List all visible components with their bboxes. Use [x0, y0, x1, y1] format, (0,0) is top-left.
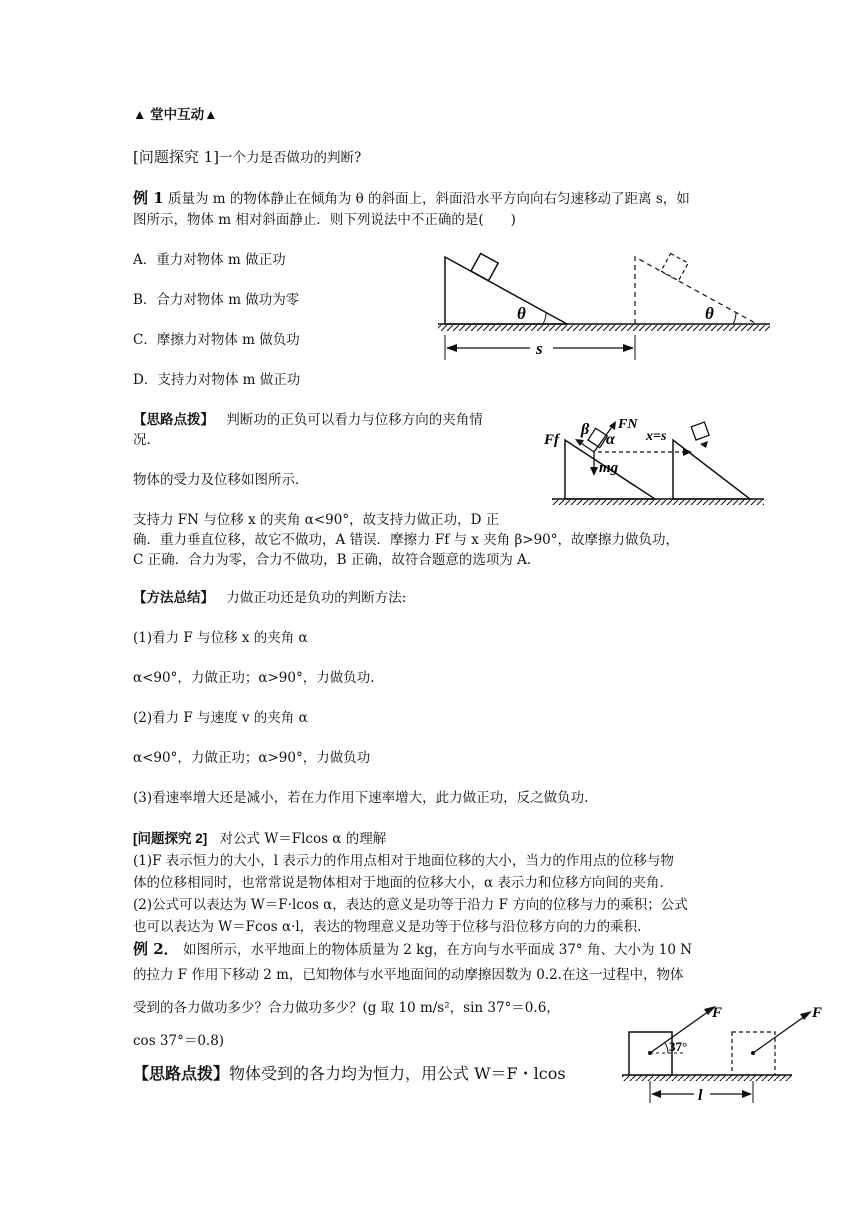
theta-arc-1 [543, 313, 546, 324]
example-2-l1: 例 2． 如图所示，水平地面上的物体质量为 2 kg，在方向与水平面成 37° 角、大小为 10 N [133, 940, 693, 958]
block-dashed [661, 253, 688, 280]
block-right [691, 422, 709, 440]
beta-label: β [581, 421, 590, 438]
example-2-label: 例 2． [133, 940, 179, 958]
method-p1: (1)看力 F 与位移 x 的夹角 α [133, 630, 308, 646]
hint-1-line2: 况． [133, 432, 160, 448]
method-p1b: α<90°，力做正功；α>90°，力做负功. [133, 670, 375, 686]
hint-1-line6: C 正确．合力为零，合力不做功，B 正确，故符合题意的选项为 A. [133, 552, 532, 568]
s-label: s [536, 339, 543, 358]
ground-hatch-3 [622, 1075, 792, 1081]
hint-2-label: 【思路点拨】 [133, 1064, 230, 1083]
pull-figure [620, 995, 835, 1110]
s-arrow-right [623, 344, 634, 352]
angle-label: 37° [669, 1039, 688, 1054]
section-header: ▲ 堂中互动▲ [133, 107, 218, 122]
method-label: 【方法总结】 [133, 590, 214, 606]
l-arrow-left [651, 1090, 661, 1098]
theta-label-2: θ [705, 304, 714, 323]
mg-arrow [590, 467, 598, 476]
option-d: D．支持力对物体 m 做正功 [133, 372, 301, 388]
option-a: A．重力对物体 m 做正功 [133, 252, 286, 268]
alpha-label: α [606, 431, 615, 448]
question-2-l2: 体的位移相同时，也常常说是物体相对于地面的位移大小，α 表示力和位移方向间的夹角. [133, 875, 664, 891]
question-1-label: [问题探究 1] [133, 148, 220, 166]
ground-hatch [438, 324, 770, 331]
example-1-line1: 例 1 质量为 m 的物体静止在倾角为 θ 的斜面上，斜面沿水平方向向右匀速移动了距离 s，如 [133, 189, 690, 207]
hint-1-label: 【思路点拨】 [133, 412, 214, 428]
x-label: x=s [646, 429, 667, 444]
theta-arc-2 [733, 313, 736, 324]
hint-1-line1: 【思路点拨】 判断功的正负可以看力与位移方向的夹角情 [133, 412, 483, 428]
hint-1-line4: 支持力 FN 与位移 x 的夹角 α<90°，故支持力做正功，D 正 [133, 512, 500, 528]
method-p2: (2)看力 F 与速度 v 的夹角 α [133, 710, 308, 726]
example-2-l4: cos 37°＝0.8) [133, 1033, 225, 1049]
force-label-2: F [812, 1005, 823, 1021]
method-p2b: α<90°，力做正功；α>90°，力做负功 [133, 750, 371, 766]
question-2-l1: (1)F 表示恒力的大小，l 表示力的作用点相对于地面位移的大小，当力的作用点的位移与物 [133, 853, 674, 869]
incline-solid [445, 257, 567, 324]
hint-2 [133, 1062, 566, 1086]
s-arrow-left [446, 344, 457, 352]
question-1 [133, 147, 361, 168]
fn-label: FN [618, 417, 638, 432]
force-figure [540, 410, 770, 510]
method-title-line: 【方法总结】 力做正功还是负功的判断方法: [133, 590, 407, 606]
example-2-l3: 受到的各力做功多少？合力做功多少？(g 取 10 m/s²，sin 37°＝0.6， [133, 1000, 560, 1016]
option-b: B．合力对物体 m 做功为零 [133, 292, 300, 308]
theta-label-1: θ [517, 304, 526, 323]
incline-figure [435, 235, 775, 370]
hint-1-line3: 物体的受力及位移如图所示． [133, 472, 309, 488]
incline-dashed [635, 257, 757, 324]
question-2-label: [问题探究 2] [133, 831, 208, 846]
question-2-l3: (2)公式可以表达为 W＝F·lcos α，表达的意义是功等于沿力 F 方向的位移与力的乘积；公式 [133, 897, 688, 913]
hint-2-text: 物体受到的各力均为恒力，用公式 W＝F・lcos [229, 1064, 566, 1083]
ff-label: Ff [544, 432, 559, 448]
block-right-arrow [700, 441, 708, 448]
method-p3: (3)看速率增大还是减小，若在力作用下速率增大，此力做正功，反之做负功. [133, 790, 589, 806]
l-arrow-right [742, 1090, 752, 1098]
example-1-label: 例 1 [133, 189, 164, 207]
l-label: l [698, 1087, 703, 1104]
example-2-l2: 的拉力 F 作用下移动 2 m，已知物体与水平地面间的动摩擦因数为 0.2.在这一过程中，物体 [133, 967, 684, 983]
ground-hatch-2 [552, 499, 764, 505]
force-label-1: F [712, 1005, 723, 1021]
block-solid [471, 253, 498, 280]
displacement-arrow [683, 448, 692, 456]
mg-label: mg [599, 460, 619, 476]
question-2-l4: 也可以表达为 W＝Fcos α·l，表达的物理意义是功等于位移与沿位移方向的力的乘积. [133, 919, 642, 935]
hint-1-line5: 确．重力垂直位移，故它不做功，A 错误．摩擦力 Ff 与 x 夹角 β>90°，故摩擦力做负功， [133, 532, 680, 548]
question-1-text: 一个力是否做功的判断? [219, 150, 362, 166]
example-1-line2: 图所示，物体 m 相对斜面静止．则下列说法中不正确的是( ) [133, 212, 516, 228]
force-line-2 [753, 1014, 808, 1053]
option-c: C．摩擦力对物体 m 做负功 [133, 332, 300, 348]
question-2-title: [问题探究 2] 对公式 W＝Flcos α 的理解 [133, 831, 387, 847]
